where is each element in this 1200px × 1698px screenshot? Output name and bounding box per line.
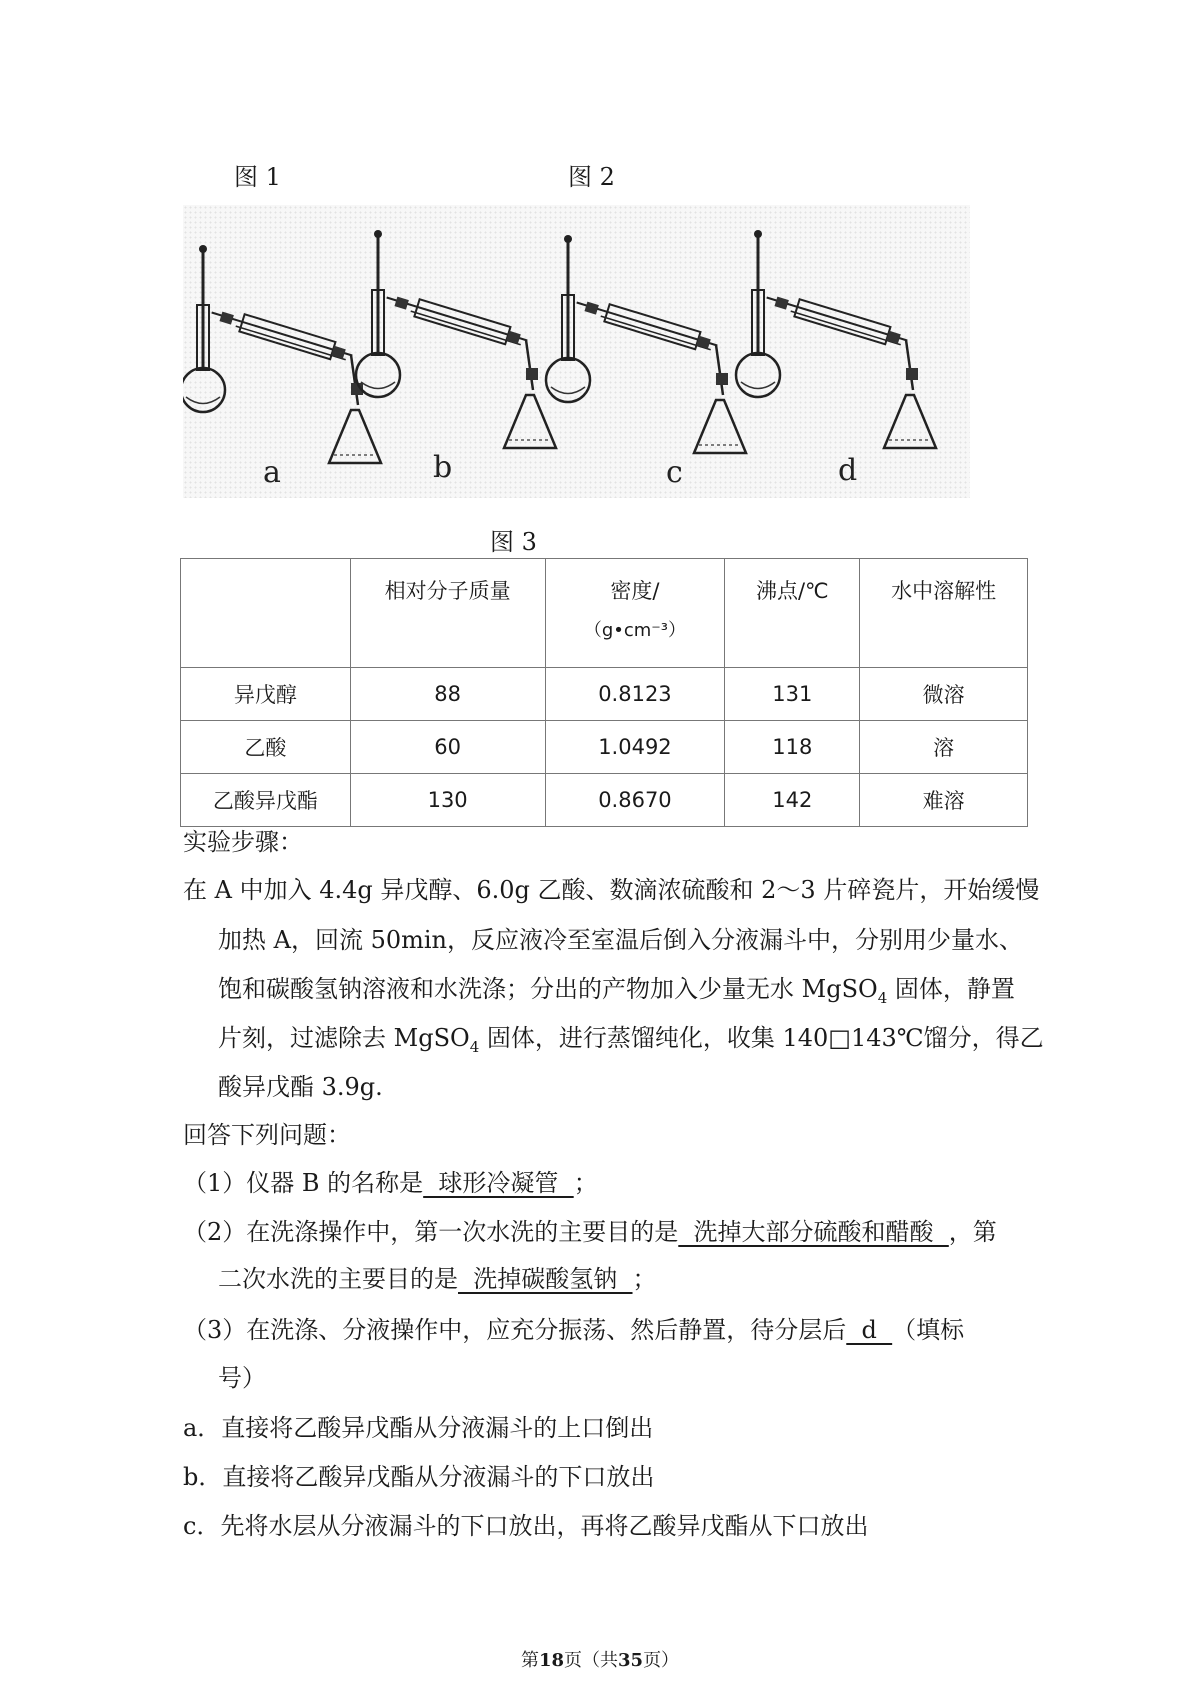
- steps-line-1: 在 A 中加入 4.4g 异戊醇、6.0g 乙酸、数滴浓硫酸和 2～3 片碎瓷片，开始缓慢: [183, 876, 1040, 904]
- density-unit: （g•cm⁻³）: [583, 620, 687, 641]
- apparatus-d: [736, 230, 936, 448]
- option-b: b．直接将乙酸异戊酯从分液漏斗的下口放出: [183, 1463, 655, 1491]
- table-cell: 142: [725, 774, 860, 827]
- table-header-row: [181, 559, 1028, 668]
- question-2-answer-2: 洗掉碳酸氢钠: [458, 1265, 633, 1293]
- option-c: c．先将水层从分液漏斗的下口放出，再将乙酸异戊酯从下口放出: [183, 1512, 869, 1540]
- apparatus-a: [183, 245, 381, 463]
- page-total: 35: [618, 1650, 644, 1671]
- table-cell: 130: [350, 774, 545, 827]
- table-row: [181, 774, 1028, 827]
- question-3-prefix: （3）在洗涤、分液操作中，应充分振荡、然后静置，待分层后: [183, 1316, 847, 1344]
- question-2-suffix: ；: [632, 1265, 657, 1293]
- steps-line-2: 加热 A，回流 50min，反应液冷至室温后倒入分液漏斗中，分别用少量水、: [218, 926, 1024, 954]
- option-a: a．直接将乙酸异戊酯从分液漏斗的上口倒出: [183, 1414, 654, 1442]
- question-1: [183, 1168, 598, 1198]
- table-cell: 60: [350, 721, 545, 774]
- apparatus-label-a: a: [263, 455, 281, 490]
- footer-suffix: 页）: [643, 1650, 680, 1671]
- question-1-suffix: ；: [573, 1169, 598, 1197]
- apparatus-b: [356, 230, 556, 448]
- table-header-cell: 水中溶解性: [860, 559, 1028, 668]
- steps-line-4a: 片刻，过滤除去 MgSO: [218, 1024, 470, 1052]
- steps-heading: 实验步骤：: [183, 828, 303, 856]
- steps-line-3b: 固体，静置: [887, 975, 1015, 1003]
- table-cell: 乙酸: [181, 721, 351, 774]
- steps-line-4: [218, 1023, 1044, 1062]
- question-1-answer: 球形冷凝管: [423, 1169, 574, 1197]
- table-cell: 难溶: [860, 774, 1028, 827]
- subscript: 4: [877, 988, 888, 1007]
- question-3-answer: d: [846, 1316, 893, 1344]
- question-3-line-2: 号）: [218, 1364, 266, 1392]
- apparatus-label-c: c: [666, 455, 683, 490]
- footer-prefix: 第: [520, 1650, 539, 1671]
- table-header-cell: 沸点/℃: [725, 559, 860, 668]
- table-cell: 异戊醇: [181, 668, 351, 721]
- question-2-answer-1: 洗掉大部分硫酸和醋酸: [678, 1218, 949, 1246]
- table-cell: 微溶: [860, 668, 1028, 721]
- subscript: 4: [469, 1037, 480, 1056]
- question-2-prefix: （2）在洗涤操作中，第一次水洗的主要目的是: [183, 1218, 679, 1246]
- apparatus-c: [546, 235, 746, 453]
- question-1-prefix: （1）仪器 B 的名称是: [183, 1169, 424, 1197]
- question-2-line-2-prefix: 二次水洗的主要目的是: [218, 1265, 458, 1293]
- question-3-suffix: （填标: [892, 1316, 965, 1344]
- table-row: [181, 721, 1028, 774]
- table-cell: 131: [725, 668, 860, 721]
- figure-3-label: 图 3: [490, 528, 537, 556]
- steps-line-4b: 固体，进行蒸馏纯化，收集 140□143℃馏分，得乙: [479, 1024, 1044, 1052]
- table-cell: 118: [725, 721, 860, 774]
- question-2-line-2: [218, 1264, 657, 1294]
- table-cell: 0.8123: [545, 668, 725, 721]
- table-row: [181, 668, 1028, 721]
- table-cell: 1.0492: [545, 721, 725, 774]
- table-header-cell: [181, 559, 351, 668]
- properties-table: [180, 558, 1028, 827]
- question-3-line-1: [183, 1315, 964, 1345]
- question-2-mid: ，第: [948, 1218, 997, 1246]
- table-cell: 乙酸异戊酯: [181, 774, 351, 827]
- density-header: 密度/: [610, 579, 660, 603]
- distillation-apparatus-figure: [183, 205, 970, 498]
- apparatus-label-b: b: [433, 450, 453, 485]
- figure-2-label: 图 2: [568, 163, 615, 191]
- apparatus-label-d: d: [838, 453, 858, 488]
- figure-1-label: 图 1: [234, 163, 281, 191]
- page-number: 18: [538, 1650, 564, 1671]
- table-header-cell: 相对分子质量: [350, 559, 545, 668]
- table-cell: 0.8670: [545, 774, 725, 827]
- footer-mid: 页（共: [564, 1650, 618, 1671]
- steps-line-5: 酸异戊酯 3.9g.: [218, 1073, 383, 1101]
- table-cell: 88: [350, 668, 545, 721]
- steps-line-3a: 饱和碳酸氢钠溶液和水洗涤；分出的产物加入少量无水 MgSO: [218, 975, 878, 1003]
- page-footer: [0, 1646, 1200, 1672]
- steps-line-3: [218, 974, 1015, 1013]
- questions-heading: 回答下列问题：: [183, 1121, 351, 1149]
- table-cell: 溶: [860, 721, 1028, 774]
- question-2-line-1: [183, 1217, 997, 1247]
- table-header-cell: [545, 559, 725, 668]
